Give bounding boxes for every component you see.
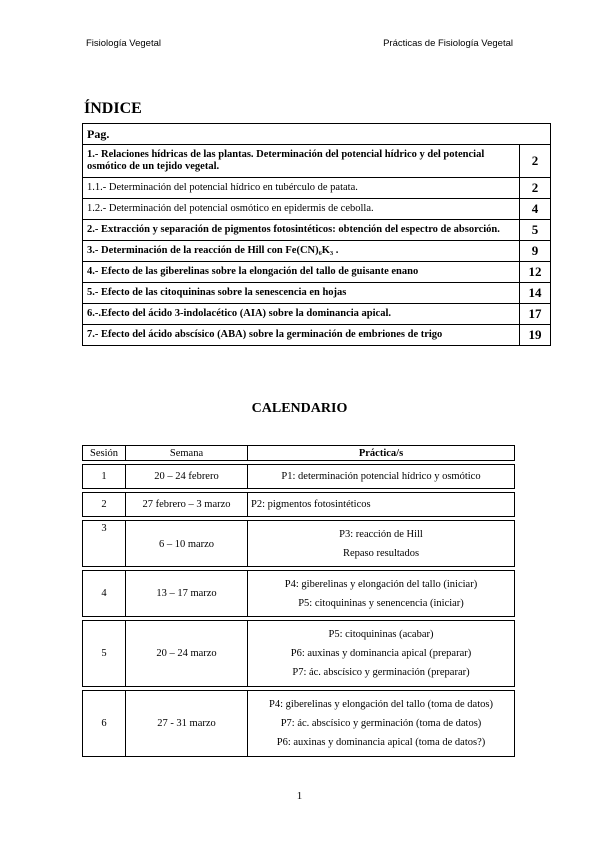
index-entry-title: 7.- Efecto del ácido abscísico (ABA) sobre la germinación de embriones de trigo (83, 325, 520, 346)
index-entry-title: 1.1.- Determinación del potencial hídrico en tubérculo de patata. (83, 178, 520, 199)
week-range: 27 - 31 marzo (126, 691, 248, 757)
week-range: 13 – 17 marzo (126, 571, 248, 617)
index-title: ÍNDICE (84, 100, 142, 117)
week-range: 6 – 10 marzo (126, 521, 248, 567)
practice-cell (248, 571, 515, 617)
week-range: 20 – 24 febrero (126, 465, 248, 489)
practice-item: P2: pigmentos fotosintéticos (251, 499, 371, 510)
col-header-session: Sesión (83, 446, 126, 461)
practice-item: P3: reacción de Hill (339, 528, 423, 540)
index-row (83, 241, 551, 262)
session-number: 5 (83, 621, 126, 687)
index-entry-page: 4 (520, 199, 551, 220)
index-entry-page: 2 (520, 145, 551, 178)
index-row (83, 220, 551, 241)
practice-item: P5: citoquininas (acabar) (328, 629, 434, 640)
calendar-row (83, 493, 515, 517)
index-entry-title: 1.- Relaciones hídricas de las plantas. Determinación del potencial hídrico y del potencial osmótico de un tejido vegetal. (83, 145, 520, 178)
practice-item: P1: determinación potencial hídrico y osmótico (281, 471, 481, 482)
practice-cell (248, 521, 515, 567)
calendar-table (82, 445, 515, 757)
session-number: 1 (83, 465, 126, 489)
index-row (83, 325, 551, 346)
index-entry-page: 12 (520, 262, 551, 283)
index-row (83, 262, 551, 283)
calendar-header-row (83, 446, 515, 461)
practice-cell (248, 621, 515, 687)
practice-item: P4: giberelinas y elongación del tallo (iniciar) (284, 578, 478, 590)
col-header-practice: Práctica/s (248, 446, 515, 461)
index-row (83, 145, 551, 178)
index-row (83, 283, 551, 304)
practice-cell (248, 493, 515, 517)
calendar-row (83, 691, 515, 757)
calendar-row (83, 621, 515, 687)
practice-item: P6: auxinas y dominancia apical (preparar) (290, 648, 472, 659)
index-entry-title: 4.- Efecto de las giberelinas sobre la elongación del tallo de guisante enano (83, 262, 520, 283)
index-entry-title: 2.- Extracción y separación de pigmentos fotosintéticos: obtención del espectro de absorción. (83, 220, 520, 241)
session-number: 3 (83, 521, 126, 567)
running-header-right: Prácticas de Fisiología Vegetal (383, 38, 513, 49)
index-header-row (83, 124, 551, 145)
index-entry-title: 5.- Efecto de las citoquininas sobre la senescencia en hojas (83, 283, 520, 304)
index-entry-title: 6.-.Efecto del ácido 3-indolacético (AIA) sobre la dominancia apical. (83, 304, 520, 325)
session-number: 4 (83, 571, 126, 617)
index-row (83, 304, 551, 325)
index-entry-page: 2 (520, 178, 551, 199)
col-header-week: Semana (126, 446, 248, 461)
practice-item: P6: auxinas y dominancia apical (toma de datos?) (276, 737, 486, 748)
practice-cell (248, 465, 515, 489)
practice-item: P7: ác. abscísico y germinación (toma de datos) (280, 718, 482, 729)
index-entry-page: 19 (520, 325, 551, 346)
index-entry-title: 1.2.- Determinación del potencial osmótico en epidermis de cebolla. (83, 199, 520, 220)
index-table (82, 123, 551, 346)
practice-item: P5: citoquininas y senencencia (iniciar) (298, 597, 464, 609)
running-header-left: Fisiología Vegetal (86, 38, 161, 49)
calendar-row (83, 571, 515, 617)
calendar-title: CALENDARIO (251, 401, 348, 416)
index-entry-page: 14 (520, 283, 551, 304)
index-entry-page: 5 (520, 220, 551, 241)
index-row (83, 199, 551, 220)
practice-item: Repaso resultados (342, 547, 420, 559)
index-entry-page: 9 (520, 241, 551, 262)
index-entry-page: 17 (520, 304, 551, 325)
week-range: 27 febrero – 3 marzo (126, 493, 248, 517)
calendar-row (83, 465, 515, 489)
practice-cell (248, 691, 515, 757)
index-row (83, 178, 551, 199)
pag-label: Pag. (83, 124, 551, 145)
calendar-row (83, 521, 515, 567)
session-number: 6 (83, 691, 126, 757)
practice-item: P4: giberelinas y elongación del tallo (toma de datos) (269, 699, 493, 710)
page-number: 1 (296, 790, 303, 802)
week-range: 20 – 24 marzo (126, 621, 248, 687)
practice-item: P7: ác. abscísico y germinación (preparar) (292, 667, 470, 678)
session-number: 2 (83, 493, 126, 517)
index-entry-title: 3.- Determinación de la reacción de Hill con Fe(CN)₆K₃ . (83, 241, 520, 262)
